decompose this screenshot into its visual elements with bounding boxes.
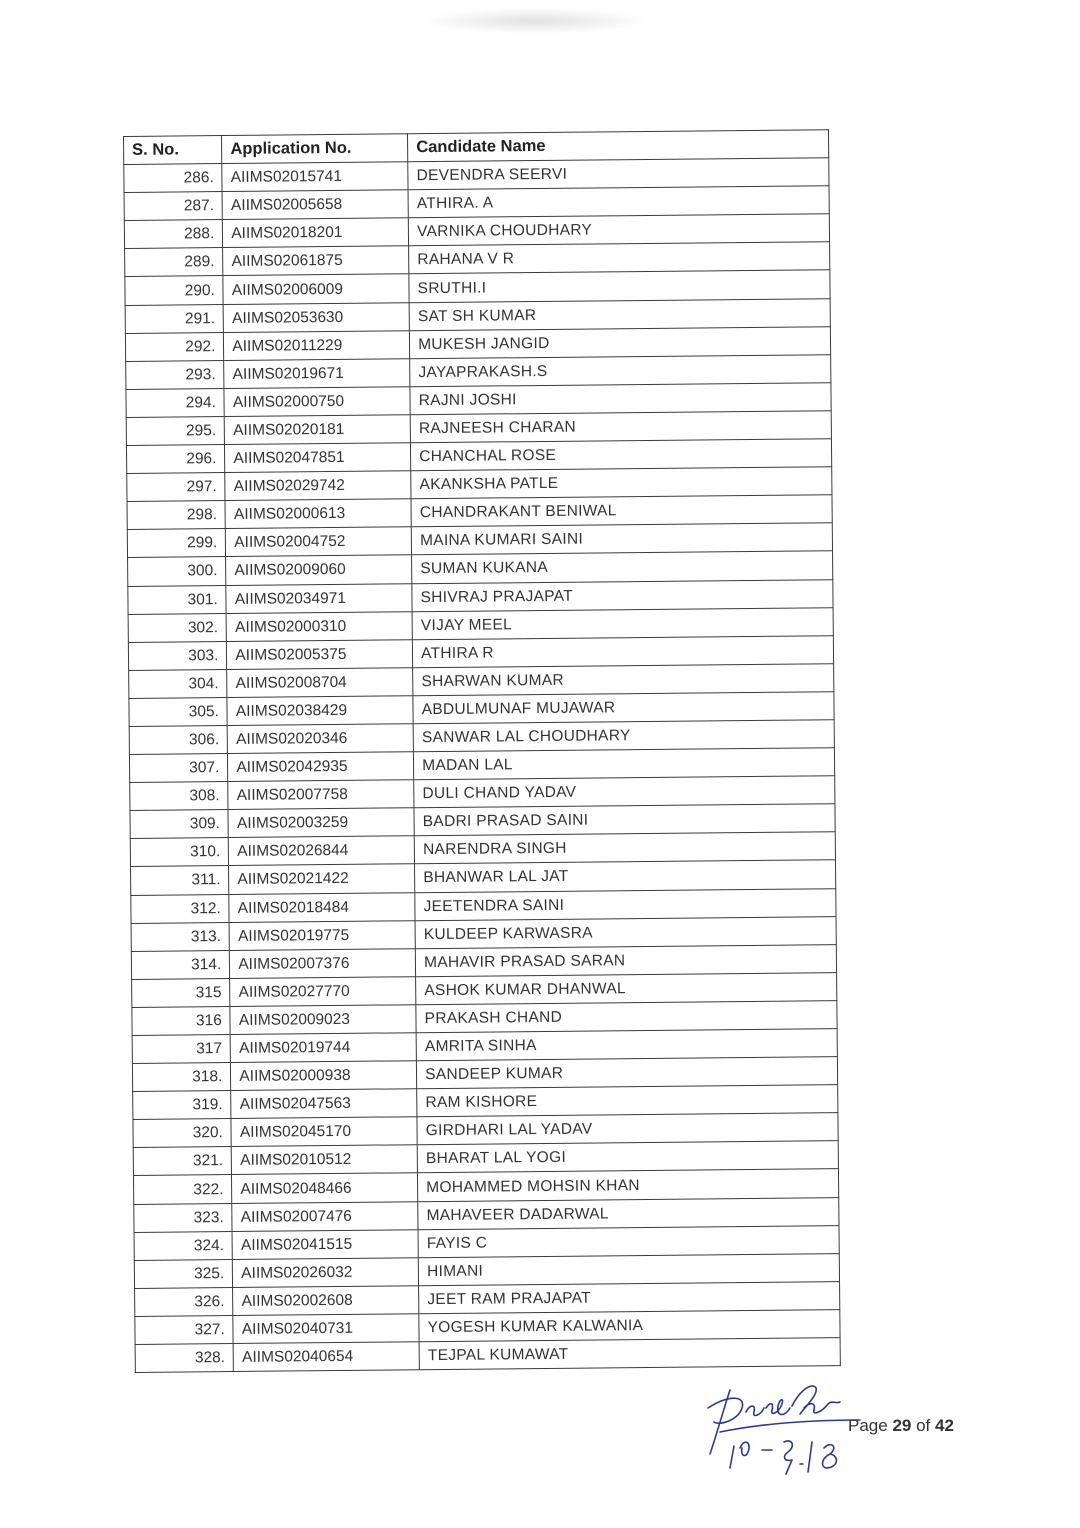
- cell-serial-number: 292.: [125, 332, 224, 361]
- cell-serial-number: 324.: [134, 1231, 233, 1260]
- cell-application-number: AIIMS02042935: [228, 752, 414, 782]
- cell-serial-number: 313.: [131, 922, 230, 951]
- cell-candidate-name: KULDEEP KARWASRA: [415, 916, 836, 948]
- cell-serial-number: 320.: [133, 1119, 232, 1148]
- cell-serial-number: 302.: [128, 613, 227, 642]
- cell-serial-number: 316: [132, 1006, 231, 1035]
- cell-candidate-name: SANWAR LAL CHOUDHARY: [413, 720, 834, 752]
- cell-candidate-name: AMRITA SINHA: [416, 1029, 837, 1061]
- cell-application-number: AIIMS02000750: [224, 387, 410, 417]
- cell-application-number: AIIMS02009060: [226, 555, 412, 585]
- cell-application-number: AIIMS02019744: [230, 1033, 416, 1063]
- cell-serial-number: 322.: [133, 1175, 232, 1204]
- cell-application-number: AIIMS02003259: [228, 808, 414, 838]
- cell-candidate-name: DEVENDRA SEERVI: [408, 158, 829, 190]
- cell-serial-number: 312.: [131, 894, 230, 923]
- cell-serial-number: 310.: [130, 838, 229, 867]
- cell-application-number: AIIMS02048466: [232, 1173, 418, 1203]
- cell-candidate-name: ASHOK KUMAR DHANWAL: [416, 973, 837, 1005]
- results-table-container: [123, 129, 841, 1373]
- cell-application-number: AIIMS02020346: [228, 724, 414, 754]
- page-number-current: 29: [892, 1416, 912, 1435]
- cell-serial-number: 314.: [131, 950, 230, 979]
- cell-application-number: AIIMS02007758: [228, 780, 414, 810]
- cell-candidate-name: VARNIKA CHOUDHARY: [408, 214, 829, 246]
- cell-application-number: AIIMS02009023: [230, 1005, 416, 1035]
- cell-application-number: AIIMS02007376: [230, 948, 416, 978]
- cell-application-number: AIIMS02040654: [233, 1342, 419, 1372]
- cell-application-number: AIIMS02026844: [229, 836, 415, 866]
- cell-candidate-name: MADAN LAL: [414, 748, 835, 780]
- page-footer: [700, 1368, 1000, 1488]
- cell-application-number: AIIMS02000613: [225, 499, 411, 529]
- cell-candidate-name: MUKESH JANGID: [410, 326, 831, 358]
- cell-application-number: AIIMS02027770: [230, 977, 416, 1007]
- cell-serial-number: 307.: [129, 754, 228, 783]
- cell-application-number: AIIMS02002608: [233, 1286, 419, 1316]
- cell-candidate-name: SANDEEP KUMAR: [417, 1057, 838, 1089]
- header-serial-number: S. No.: [124, 136, 223, 165]
- cell-candidate-name: TEJPAL KUMAWAT: [419, 1338, 840, 1370]
- cell-candidate-name: RAJNI JOSHI: [410, 383, 831, 415]
- header-candidate-name: Candidate Name: [408, 130, 829, 162]
- cell-application-number: AIIMS02041515: [232, 1229, 418, 1259]
- cell-candidate-name: GIRDHARI LAL YADAV: [417, 1113, 838, 1145]
- cell-serial-number: 318.: [132, 1063, 231, 1092]
- cell-candidate-name: RAHANA V R: [409, 242, 830, 274]
- cell-serial-number: 291.: [125, 304, 224, 333]
- cell-application-number: AIIMS02018484: [229, 892, 415, 922]
- cell-candidate-name: JAYAPRAKASH.S: [410, 354, 831, 386]
- cell-candidate-name: RAJNEESH CHARAN: [410, 411, 831, 443]
- cell-application-number: AIIMS02026032: [233, 1257, 419, 1287]
- page-number-prefix: Page: [848, 1416, 893, 1435]
- cell-serial-number: 298.: [127, 501, 226, 530]
- cell-serial-number: 295.: [126, 416, 225, 445]
- page-number-total: 42: [934, 1416, 954, 1435]
- cell-serial-number: 321.: [133, 1147, 232, 1176]
- cell-serial-number: 288.: [124, 220, 223, 249]
- cell-application-number: AIIMS02019671: [224, 359, 410, 389]
- cell-serial-number: 290.: [125, 276, 224, 305]
- cell-candidate-name: HIMANI: [418, 1253, 839, 1285]
- cell-application-number: AIIMS02004752: [226, 527, 412, 557]
- cell-candidate-name: SAT SH KUMAR: [409, 298, 830, 330]
- cell-candidate-name: BHARAT LAL YOGI: [417, 1141, 838, 1173]
- cell-application-number: AIIMS02061875: [223, 246, 409, 276]
- cell-candidate-name: CHANDRAKANT BENIWAL: [411, 495, 832, 527]
- cell-serial-number: 311.: [131, 866, 230, 895]
- cell-candidate-name: ABDULMUNAF MUJAWAR: [413, 692, 834, 724]
- cell-serial-number: 308.: [130, 782, 229, 811]
- cell-serial-number: 326.: [135, 1287, 234, 1316]
- page-number: [848, 1416, 954, 1436]
- cell-serial-number: 303.: [128, 641, 227, 670]
- cell-application-number: AIIMS02053630: [223, 302, 409, 332]
- cell-candidate-name: ATHIRA. A: [408, 186, 829, 218]
- cell-serial-number: 300.: [128, 557, 227, 586]
- cell-candidate-name: PRAKASH CHAND: [416, 1001, 837, 1033]
- cell-serial-number: 328.: [135, 1344, 234, 1373]
- cell-serial-number: 293.: [126, 360, 225, 389]
- cell-candidate-name: BHANWAR LAL JAT: [415, 860, 836, 892]
- page-number-of: of: [911, 1416, 935, 1435]
- cell-candidate-name: YOGESH KUMAR KALWANIA: [419, 1310, 840, 1342]
- cell-application-number: AIIMS02015741: [222, 162, 408, 192]
- cell-application-number: AIIMS02010512: [232, 1145, 418, 1175]
- cell-application-number: AIIMS02045170: [231, 1117, 417, 1147]
- cell-candidate-name: FAYIS C: [418, 1225, 839, 1257]
- cell-application-number: AIIMS02007476: [232, 1201, 418, 1231]
- cell-candidate-name: SUMAN KUKANA: [412, 551, 833, 583]
- cell-candidate-name: VIJAY MEEL: [412, 607, 833, 639]
- cell-candidate-name: NARENDRA SINGH: [414, 832, 835, 864]
- cell-serial-number: 319.: [133, 1091, 232, 1120]
- cell-candidate-name: SHARWAN KUMAR: [413, 663, 834, 695]
- cell-candidate-name: SRUTHI.I: [409, 270, 830, 302]
- cell-candidate-name: MAHAVIR PRASAD SARAN: [415, 944, 836, 976]
- cell-application-number: AIIMS02008704: [227, 668, 413, 698]
- header-application-number: Application No.: [222, 134, 408, 164]
- cell-candidate-name: MAHAVEER DADARWAL: [418, 1197, 839, 1229]
- cell-serial-number: 305.: [129, 697, 228, 726]
- cell-serial-number: 315: [132, 978, 231, 1007]
- cell-serial-number: 297.: [127, 473, 226, 502]
- cell-candidate-name: ATHIRA R: [413, 635, 834, 667]
- cell-candidate-name: SHIVRAJ PRAJAPAT: [412, 579, 833, 611]
- cell-application-number: AIIMS02034971: [226, 583, 412, 613]
- cell-candidate-name: AKANKSHA PATLE: [411, 467, 832, 499]
- cell-application-number: AIIMS02000938: [231, 1061, 417, 1091]
- cell-serial-number: 299.: [127, 529, 226, 558]
- cell-serial-number: 301.: [128, 585, 227, 614]
- results-table: [123, 129, 841, 1373]
- cell-serial-number: 296.: [126, 445, 225, 474]
- cell-candidate-name: BADRI PRASAD SAINI: [414, 804, 835, 836]
- table-body: [124, 158, 841, 1373]
- cell-serial-number: 306.: [129, 725, 228, 754]
- cell-application-number: AIIMS02020181: [225, 415, 411, 445]
- cell-serial-number: 325.: [134, 1259, 233, 1288]
- cell-candidate-name: JEETENDRA SAINI: [415, 888, 836, 920]
- cell-serial-number: 309.: [130, 810, 229, 839]
- cell-application-number: AIIMS02005658: [222, 190, 408, 220]
- cell-serial-number: 294.: [126, 388, 225, 417]
- cell-application-number: AIIMS02040731: [233, 1314, 419, 1344]
- cell-serial-number: 323.: [134, 1203, 233, 1232]
- signature-image: [700, 1368, 870, 1483]
- scan-artifact: [420, 8, 650, 34]
- cell-application-number: AIIMS02018201: [223, 218, 409, 248]
- cell-candidate-name: JEET RAM PRAJAPAT: [419, 1282, 840, 1314]
- cell-candidate-name: MAINA KUMARI SAINI: [411, 523, 832, 555]
- cell-serial-number: 317: [132, 1035, 231, 1064]
- cell-candidate-name: DULI CHAND YADAV: [414, 776, 835, 808]
- cell-serial-number: 289.: [125, 248, 224, 277]
- cell-application-number: AIIMS02021422: [229, 864, 415, 894]
- cell-candidate-name: CHANCHAL ROSE: [411, 439, 832, 471]
- cell-candidate-name: RAM KISHORE: [417, 1085, 838, 1117]
- cell-serial-number: 327.: [135, 1315, 234, 1344]
- cell-application-number: AIIMS02047563: [231, 1089, 417, 1119]
- cell-serial-number: 286.: [124, 164, 223, 193]
- cell-application-number: AIIMS02005375: [227, 639, 413, 669]
- cell-application-number: AIIMS02000310: [226, 611, 412, 641]
- cell-serial-number: 304.: [129, 669, 228, 698]
- cell-application-number: AIIMS02019775: [229, 920, 415, 950]
- cell-serial-number: 287.: [124, 192, 223, 221]
- cell-application-number: AIIMS02006009: [223, 274, 409, 304]
- cell-application-number: AIIMS02011229: [224, 330, 410, 360]
- cell-application-number: AIIMS02038429: [227, 696, 413, 726]
- cell-application-number: AIIMS02047851: [225, 443, 411, 473]
- cell-candidate-name: MOHAMMED MOHSIN KHAN: [418, 1169, 839, 1201]
- cell-application-number: AIIMS02029742: [225, 471, 411, 501]
